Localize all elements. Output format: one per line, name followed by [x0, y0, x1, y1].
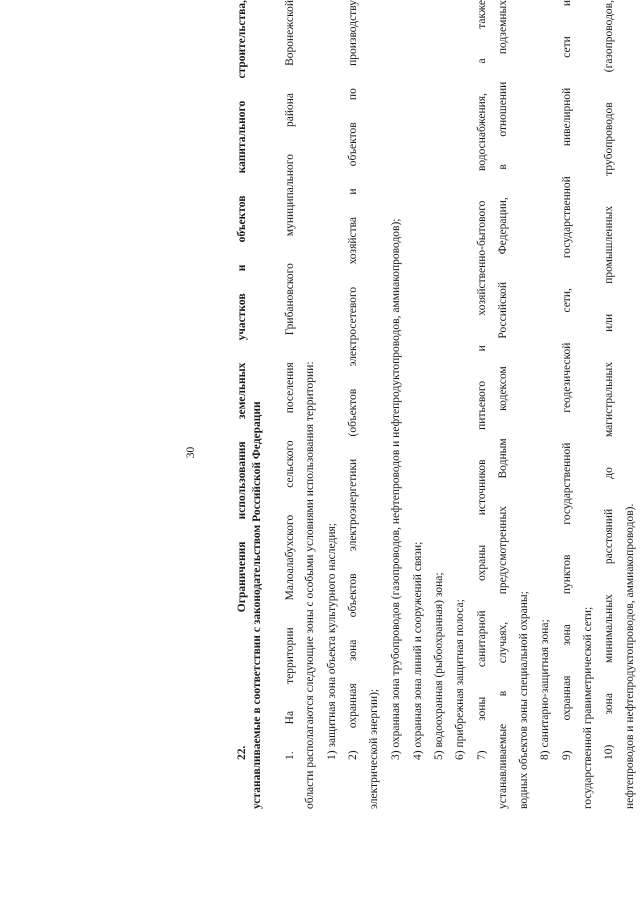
paragraph-1-line-1: 1. На территории Малоалабухского сельского поселения Грибановского муниципального района Воронежской [284, 0, 296, 760]
heading-number: 22. [236, 745, 248, 760]
list-item-1: 1) защитная зона объекта культурного наследия; [326, 523, 338, 760]
list-item-6: 6) прибрежная защитная полоса; [454, 599, 466, 760]
list-item-9-line-1: 9) охранная зона пунктов государственной геодезической сети, государственной нивелирной сети и [561, 0, 573, 760]
page-number: 30 [185, 446, 197, 459]
list-item-2-line-2: электрической энергии); [368, 688, 380, 809]
list-item-2-line-1: 2) охранная зона объектов электроэнергетики (объектов электросетевого хозяйства и объектов по производству [347, 0, 359, 760]
heading-line-2: устанавливаемые в соответствии с законодательством Российской Федерации [251, 401, 263, 809]
list-item-7-line-3: водных объектов зоны специальной охраны; [518, 591, 530, 809]
list-item-9-line-2: государственной гравиметрической сети; [582, 606, 594, 809]
list-item-7-line-1: 7) зоны санитарной охраны источников питьевого и хозяйственно-бытового водоснабжения, а также [476, 0, 488, 760]
heading-line-1 [235, 0, 250, 760]
list-item-7-line-2: устанавливаемые в случаях, предусмотренных Водным кодексом Российской Федерации, в отношении подземных [497, 0, 509, 809]
list-item-10-line-2: нефтепроводов и нефтепродуктопроводов, аммиакопроводов). [624, 503, 636, 809]
list-item-4: 4) охранная зона линий и сооружений связи; [412, 541, 424, 760]
paragraph-1-line-2: области располагаются следующие зоны с особыми условиями использования территории: [304, 361, 316, 809]
list-item-8: 8) санитарно-защитная зона; [539, 619, 551, 760]
heading-title: Ограничения использования земельных участков и объектов капитального строительства, [236, 0, 248, 613]
list-item-10-line-1: 10) зона минимальных расстояний до магистральных или промышленных трубопроводов (газопроводов, [603, 0, 615, 760]
list-item-3: 3) охранная зона трубопроводов (газопроводов, нефтепроводов и нефтепродуктопроводов, аммиакопроводов); [390, 218, 402, 760]
list-item-5: 5) водоохранная (рыбоохранная) зона; [433, 572, 445, 760]
